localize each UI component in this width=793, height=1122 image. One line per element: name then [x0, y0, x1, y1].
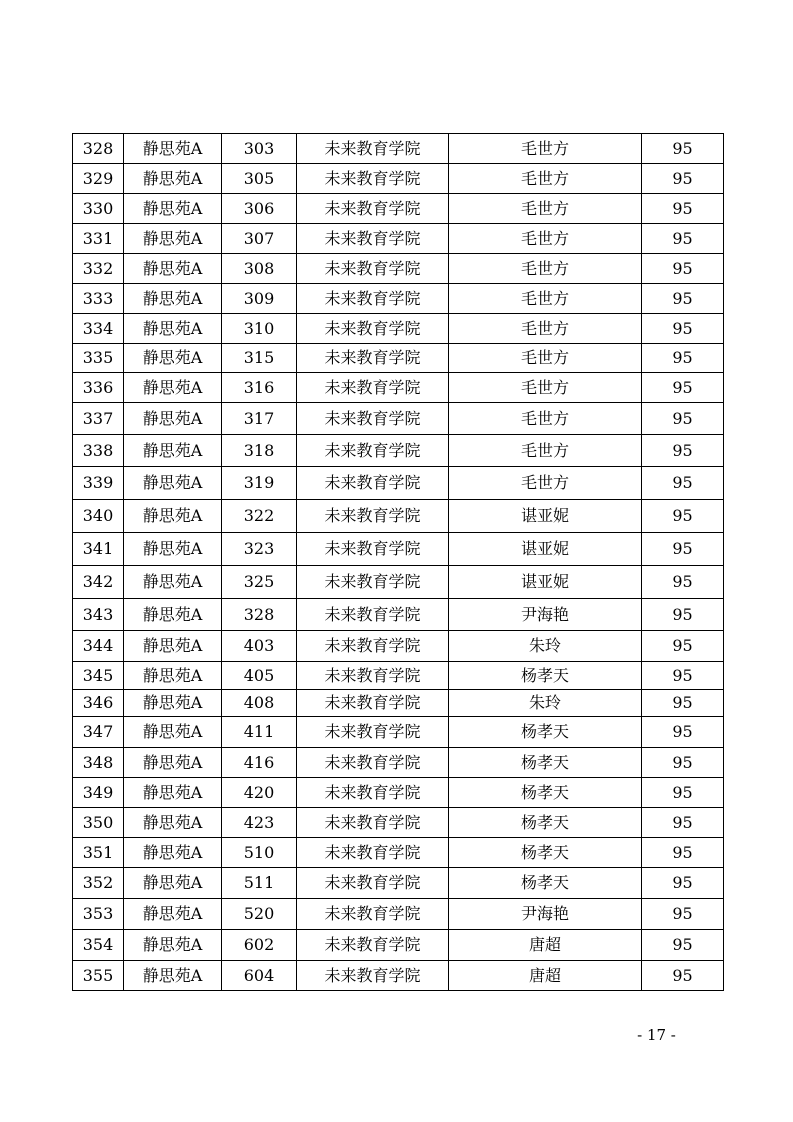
row-number-cell: 354 [73, 930, 124, 961]
room-cell: 416 [222, 748, 297, 778]
row-number-cell: 352 [73, 868, 124, 899]
table-row [73, 868, 724, 899]
row-number-cell: 339 [73, 467, 124, 500]
score-cell: 95 [642, 500, 724, 533]
table-row [73, 254, 724, 284]
room-cell: 318 [222, 435, 297, 467]
table-row [73, 566, 724, 599]
building-cell: 静思苑A [124, 599, 222, 631]
room-cell: 315 [222, 344, 297, 373]
table-row [73, 690, 724, 717]
table-row [73, 662, 724, 690]
row-number-cell: 342 [73, 566, 124, 599]
person-cell: 谌亚妮 [449, 566, 642, 599]
room-cell: 307 [222, 224, 297, 254]
building-cell: 静思苑A [124, 194, 222, 224]
score-cell: 95 [642, 599, 724, 631]
college-cell: 未来教育学院 [297, 224, 449, 254]
college-cell: 未来教育学院 [297, 500, 449, 533]
table-row [73, 599, 724, 631]
building-cell: 静思苑A [124, 631, 222, 662]
college-cell: 未来教育学院 [297, 164, 449, 194]
score-cell: 95 [642, 373, 724, 403]
college-cell: 未来教育学院 [297, 717, 449, 748]
person-cell: 杨孝天 [449, 717, 642, 748]
table-row [73, 314, 724, 344]
college-cell: 未来教育学院 [297, 314, 449, 344]
row-number-cell: 347 [73, 717, 124, 748]
room-cell: 403 [222, 631, 297, 662]
person-cell: 毛世方 [449, 314, 642, 344]
room-cell: 510 [222, 838, 297, 868]
row-number-cell: 330 [73, 194, 124, 224]
table-row [73, 808, 724, 838]
person-cell: 毛世方 [449, 194, 642, 224]
building-cell: 静思苑A [124, 134, 222, 164]
room-cell: 604 [222, 961, 297, 991]
table-row [73, 838, 724, 868]
score-cell: 95 [642, 224, 724, 254]
college-cell: 未来教育学院 [297, 631, 449, 662]
person-cell: 谌亚妮 [449, 533, 642, 566]
score-cell: 95 [642, 838, 724, 868]
college-cell: 未来教育学院 [297, 690, 449, 717]
row-number-cell: 335 [73, 344, 124, 373]
table-row [73, 899, 724, 930]
person-cell: 尹海艳 [449, 599, 642, 631]
college-cell: 未来教育学院 [297, 748, 449, 778]
score-cell: 95 [642, 930, 724, 961]
person-cell: 杨孝天 [449, 838, 642, 868]
room-cell: 328 [222, 599, 297, 631]
college-cell: 未来教育学院 [297, 344, 449, 373]
row-number-cell: 331 [73, 224, 124, 254]
person-cell: 谌亚妮 [449, 500, 642, 533]
building-cell: 静思苑A [124, 467, 222, 500]
college-cell: 未来教育学院 [297, 838, 449, 868]
person-cell: 毛世方 [449, 134, 642, 164]
score-cell: 95 [642, 403, 724, 435]
building-cell: 静思苑A [124, 373, 222, 403]
page-number [0, 1026, 793, 1044]
row-number-cell: 351 [73, 838, 124, 868]
person-cell: 杨孝天 [449, 748, 642, 778]
score-cell: 95 [642, 690, 724, 717]
score-cell: 95 [642, 344, 724, 373]
score-cell: 95 [642, 662, 724, 690]
person-cell: 杨孝天 [449, 868, 642, 899]
person-cell: 尹海艳 [449, 899, 642, 930]
person-cell: 毛世方 [449, 344, 642, 373]
college-cell: 未来教育学院 [297, 961, 449, 991]
room-cell: 322 [222, 500, 297, 533]
table-row [73, 435, 724, 467]
row-number-cell: 345 [73, 662, 124, 690]
score-cell: 95 [642, 808, 724, 838]
score-cell: 95 [642, 566, 724, 599]
building-cell: 静思苑A [124, 748, 222, 778]
college-cell: 未来教育学院 [297, 599, 449, 631]
building-cell: 静思苑A [124, 314, 222, 344]
college-cell: 未来教育学院 [297, 403, 449, 435]
person-cell: 杨孝天 [449, 662, 642, 690]
person-cell: 杨孝天 [449, 808, 642, 838]
row-number-cell: 338 [73, 435, 124, 467]
room-cell: 309 [222, 284, 297, 314]
page-number-text: - 17 - [637, 1026, 676, 1044]
building-cell: 静思苑A [124, 838, 222, 868]
table-row [73, 717, 724, 748]
score-cell: 95 [642, 961, 724, 991]
building-cell: 静思苑A [124, 403, 222, 435]
college-cell: 未来教育学院 [297, 868, 449, 899]
table-row [73, 961, 724, 991]
row-number-cell: 355 [73, 961, 124, 991]
room-cell: 303 [222, 134, 297, 164]
building-cell: 静思苑A [124, 662, 222, 690]
row-number-cell: 341 [73, 533, 124, 566]
building-cell: 静思苑A [124, 500, 222, 533]
row-number-cell: 343 [73, 599, 124, 631]
table-row [73, 134, 724, 164]
college-cell: 未来教育学院 [297, 899, 449, 930]
row-number-cell: 332 [73, 254, 124, 284]
college-cell: 未来教育学院 [297, 566, 449, 599]
room-cell: 325 [222, 566, 297, 599]
row-number-cell: 349 [73, 778, 124, 808]
college-cell: 未来教育学院 [297, 284, 449, 314]
room-cell: 405 [222, 662, 297, 690]
building-cell: 静思苑A [124, 717, 222, 748]
table-row [73, 778, 724, 808]
room-cell: 423 [222, 808, 297, 838]
college-cell: 未来教育学院 [297, 373, 449, 403]
row-number-cell: 353 [73, 899, 124, 930]
score-cell: 95 [642, 284, 724, 314]
person-cell: 毛世方 [449, 164, 642, 194]
college-cell: 未来教育学院 [297, 194, 449, 224]
building-cell: 静思苑A [124, 284, 222, 314]
person-cell: 朱玲 [449, 631, 642, 662]
college-cell: 未来教育学院 [297, 533, 449, 566]
room-cell: 306 [222, 194, 297, 224]
score-cell: 95 [642, 899, 724, 930]
table-row [73, 500, 724, 533]
room-cell: 310 [222, 314, 297, 344]
score-cell: 95 [642, 717, 724, 748]
building-cell: 静思苑A [124, 690, 222, 717]
college-cell: 未来教育学院 [297, 254, 449, 284]
room-cell: 602 [222, 930, 297, 961]
college-cell: 未来教育学院 [297, 778, 449, 808]
building-cell: 静思苑A [124, 224, 222, 254]
table-row [73, 344, 724, 373]
score-cell: 95 [642, 748, 724, 778]
person-cell: 毛世方 [449, 373, 642, 403]
building-cell: 静思苑A [124, 344, 222, 373]
room-cell: 420 [222, 778, 297, 808]
room-cell: 317 [222, 403, 297, 435]
room-cell: 411 [222, 717, 297, 748]
table-row [73, 930, 724, 961]
building-cell: 静思苑A [124, 961, 222, 991]
college-cell: 未来教育学院 [297, 134, 449, 164]
row-number-cell: 344 [73, 631, 124, 662]
table-row [73, 467, 724, 500]
records-body [73, 134, 724, 991]
building-cell: 静思苑A [124, 435, 222, 467]
person-cell: 毛世方 [449, 467, 642, 500]
person-cell: 毛世方 [449, 254, 642, 284]
table-row [73, 194, 724, 224]
person-cell: 毛世方 [449, 435, 642, 467]
room-cell: 520 [222, 899, 297, 930]
table-row [73, 533, 724, 566]
room-cell: 408 [222, 690, 297, 717]
score-cell: 95 [642, 868, 724, 899]
score-cell: 95 [642, 778, 724, 808]
person-cell: 唐超 [449, 930, 642, 961]
person-cell: 杨孝天 [449, 778, 642, 808]
row-number-cell: 348 [73, 748, 124, 778]
building-cell: 静思苑A [124, 254, 222, 284]
score-cell: 95 [642, 134, 724, 164]
table-row [73, 373, 724, 403]
building-cell: 静思苑A [124, 164, 222, 194]
person-cell: 唐超 [449, 961, 642, 991]
college-cell: 未来教育学院 [297, 467, 449, 500]
score-cell: 95 [642, 194, 724, 224]
building-cell: 静思苑A [124, 930, 222, 961]
room-cell: 316 [222, 373, 297, 403]
room-cell: 511 [222, 868, 297, 899]
building-cell: 静思苑A [124, 533, 222, 566]
room-cell: 323 [222, 533, 297, 566]
score-cell: 95 [642, 533, 724, 566]
records-table [72, 133, 724, 991]
row-number-cell: 334 [73, 314, 124, 344]
row-number-cell: 329 [73, 164, 124, 194]
table-row [73, 224, 724, 254]
person-cell: 毛世方 [449, 284, 642, 314]
score-cell: 95 [642, 254, 724, 284]
score-cell: 95 [642, 435, 724, 467]
score-cell: 95 [642, 314, 724, 344]
table-row [73, 164, 724, 194]
building-cell: 静思苑A [124, 778, 222, 808]
college-cell: 未来教育学院 [297, 930, 449, 961]
row-number-cell: 346 [73, 690, 124, 717]
person-cell: 朱玲 [449, 690, 642, 717]
row-number-cell: 350 [73, 808, 124, 838]
building-cell: 静思苑A [124, 899, 222, 930]
college-cell: 未来教育学院 [297, 808, 449, 838]
score-cell: 95 [642, 467, 724, 500]
person-cell: 毛世方 [449, 224, 642, 254]
table-row [73, 748, 724, 778]
table-row [73, 631, 724, 662]
row-number-cell: 337 [73, 403, 124, 435]
row-number-cell: 340 [73, 500, 124, 533]
table-row [73, 284, 724, 314]
room-cell: 319 [222, 467, 297, 500]
score-cell: 95 [642, 164, 724, 194]
table-row [73, 403, 724, 435]
room-cell: 308 [222, 254, 297, 284]
row-number-cell: 336 [73, 373, 124, 403]
person-cell: 毛世方 [449, 403, 642, 435]
building-cell: 静思苑A [124, 566, 222, 599]
college-cell: 未来教育学院 [297, 662, 449, 690]
row-number-cell: 328 [73, 134, 124, 164]
college-cell: 未来教育学院 [297, 435, 449, 467]
building-cell: 静思苑A [124, 808, 222, 838]
score-cell: 95 [642, 631, 724, 662]
room-cell: 305 [222, 164, 297, 194]
building-cell: 静思苑A [124, 868, 222, 899]
row-number-cell: 333 [73, 284, 124, 314]
